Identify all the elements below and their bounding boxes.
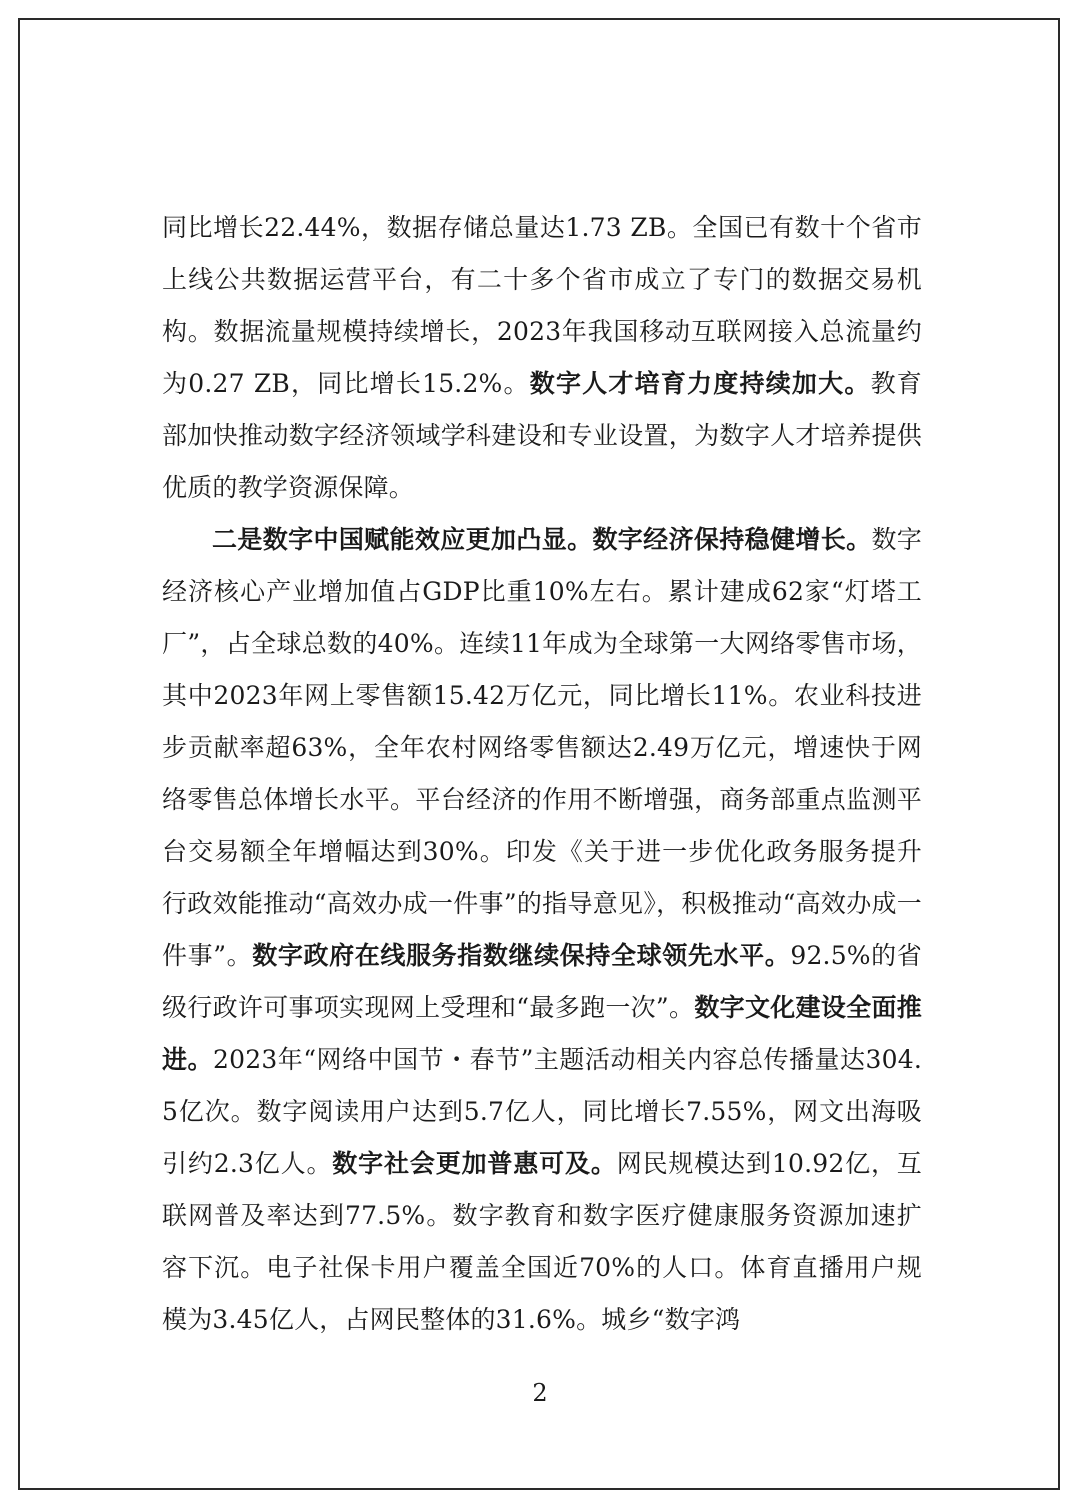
text-run: 数字经济核心产业增加值占GDP比重10%左右。累计建成62家“灯塔工厂”，占全球总数的40%。连续11年成为全球第一大网络零售市场，其中2023年网上零售额15.42万亿元，同比增长11%。农业科技进步贡献率超63%，全年农村网络零售额达2.49万亿元，增速快于网络零售总体增长水平。平台经济的作用不断增强，商务部重点监测平台交易额全年增幅达到30%。印发《关于进一步优化政务服务提升行政效能推动“高效办成一件事”的指导意见》，积极推动“高效办成一件事”。 (162, 525, 923, 970)
bold-heading-digital-talent: 数字人才培育力度持续加大。 (529, 369, 871, 398)
bold-heading-digital-government: 数字政府在线服务指数继续保持全球领先水平。 (252, 941, 791, 970)
bold-heading-digital-society: 数字社会更加普惠可及。 (332, 1149, 617, 1178)
paragraph-digital-china-empowerment (162, 514, 922, 1346)
bold-heading-empowerment: 二是数字中国赋能效应更加凸显。数字经济保持稳健增长。 (212, 525, 872, 554)
page-number: 2 (532, 1379, 548, 1407)
text-run: 同比增长22.44%，数据存储总量达1.73 ZB。全国已有数十个省市上线公共数据运营平台，有二十多个省市成立了专门的数据交易机构。数据流量规模持续增长，2023年我国移动互联网接入总流量约为0.27 ZB，同比增长15.2%。 (162, 213, 922, 398)
bold-heading-digital-culture: 数字文化建设全面推进。 (162, 993, 922, 1074)
text-run: 教育部加快推动数字经济领域学科建设和专业设置，为数字人才培养提供优质的教学资源保障。 (162, 369, 922, 502)
text-run: 2023年“网络中国节・春节”主题活动相关内容总传播量达304.5亿次。数字阅读用户达到5.7亿人，同比增长7.55%，网文出海吸引约2.3亿人。 (162, 1045, 922, 1178)
text-run: 92.5%的省级行政许可事项实现网上受理和“最多跑一次”。 (162, 941, 923, 1022)
paragraph-data-resources (162, 202, 922, 514)
document-body (162, 202, 922, 1346)
text-run: 网民规模达到10.92亿，互联网普及率达到77.5%。数字教育和数字医疗健康服务资源加速扩容下沉。电子社保卡用户覆盖全国近70%的人口。体育直播用户规模为3.45亿人，占网民整体的31.6%。城乡“数字鸿 (162, 1149, 922, 1334)
